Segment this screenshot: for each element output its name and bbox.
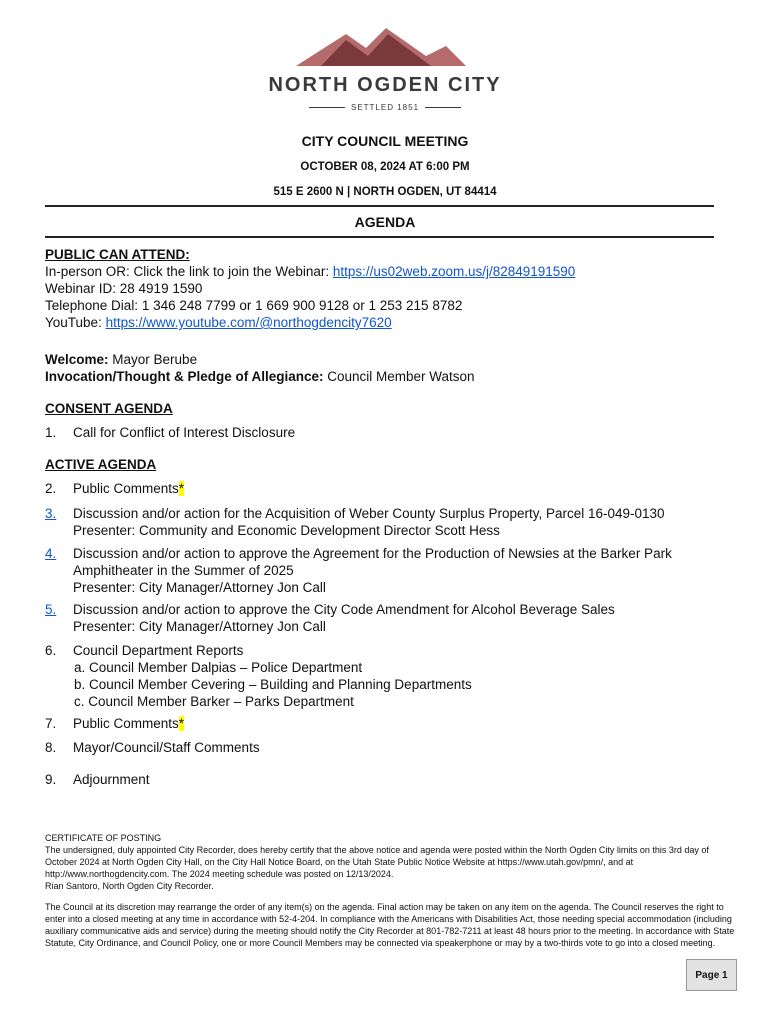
agenda-item-8: 8. Mayor/Council/Staff Comments bbox=[45, 740, 260, 755]
youtube-link[interactable]: https://www.youtube.com/@northogdencity7620 bbox=[105, 315, 392, 330]
sub-item-a: a. Council Member Dalpias – Police Department bbox=[74, 660, 363, 675]
page-number: Page 1 bbox=[686, 959, 737, 991]
certificate-heading: CERTIFICATE OF POSTING bbox=[45, 833, 162, 843]
agenda-item-5-link[interactable]: 5. bbox=[45, 602, 57, 617]
public-attend-section bbox=[45, 246, 575, 331]
certificate-signer: Rian Santoro, North Ogden City Recorder. bbox=[45, 881, 214, 891]
telephone-line: Telephone Dial: 1 346 248 7799 or 1 669 900 9128 or 1 253 215 8782 bbox=[45, 298, 463, 313]
agenda-item-3-link[interactable]: 3. bbox=[45, 506, 57, 521]
welcome-line: Welcome: Mayor Berube bbox=[45, 352, 198, 367]
sub-item-c: c. Council Member Barker – Parks Department bbox=[74, 694, 354, 709]
agenda-item-1: 1. Call for Conflict of Interest Disclosure bbox=[45, 425, 296, 440]
agenda-item-3: 3. Discussion and/or action for the Acquisition of Weber County Surplus Property, Parcel 16-049-0130 Presenter: Community and Economic Development Director Scott Hess bbox=[45, 506, 665, 538]
city-logo-mountains-icon bbox=[296, 26, 466, 68]
agenda-item-9: 9. Adjournment bbox=[45, 772, 150, 787]
inperson-line: In-person OR: Click the link to join the Webinar: https://us02web.zoom.us/j/82849191590 bbox=[45, 264, 576, 279]
agenda-item-6: 6. Council Department Reports a. Council Member Dalpias – Police Department b. Council Member Cevering – Building and Planning Departments c. Council Member Barker – Parks Department bbox=[45, 643, 472, 709]
public-comment-marker: * bbox=[178, 481, 185, 496]
divider-top bbox=[45, 205, 714, 207]
meeting-datetime: OCTOBER 08, 2024 AT 6:00 PM bbox=[300, 161, 470, 173]
city-logo-name: NORTH OGDEN CITY bbox=[268, 74, 502, 96]
disclaimer-text: The Council at its discretion may rearrange the order of any item(s) on the agenda. Final action may be taken on any item on the agenda. The Council reserves the right to enter into a closed meeting at any time in accordance with 52-4-204. In compliance with the Americans with Disabilities Act, those needing special accommodation (including auxiliary communicative aids and service) during the meeting should notify the City Recorder at 801-782-7211 at least 48 hours prior to the meeting. In accordance with State Statute, City Ordinance, and Council Policy, one or more Council Members may be connected via speakerphone or may by a two-thirds vote to go into a closed meeting. bbox=[45, 902, 735, 948]
active-heading: ACTIVE AGENDA bbox=[45, 457, 157, 472]
consent-heading: CONSENT AGENDA bbox=[45, 401, 173, 416]
agenda-item-4: 4. Discussion and/or action to approve the Agreement for the Production of Newsies at the Barker Park Amphitheater in the Summer of 2025 Presenter: City Manager/Attorney Jon Call bbox=[45, 546, 672, 595]
city-logo-settled: SETTLED 1851 bbox=[0, 103, 770, 112]
webinar-link[interactable]: https://us02web.zoom.us/j/82849191590 bbox=[332, 264, 576, 279]
agenda-item-4-link[interactable]: 4. bbox=[45, 546, 57, 561]
agenda-item-7: 7. Public Comments* bbox=[45, 716, 185, 731]
agenda-item-5: 5. Discussion and/or action to approve the City Code Amendment for Alcohol Beverage Sales Presenter: City Manager/Attorney Jon Call bbox=[45, 602, 615, 634]
certificate-of-posting bbox=[45, 832, 735, 892]
agenda-heading: AGENDA bbox=[354, 214, 416, 230]
divider-bottom bbox=[45, 236, 714, 238]
public-attend-heading: PUBLIC CAN ATTEND: bbox=[45, 247, 190, 262]
public-comment-marker: * bbox=[178, 716, 185, 731]
certificate-body: The undersigned, duly appointed City Recorder, does hereby certify that the above notice and agenda were posted within the North Ogden City limits on this 3rd day of October 2024 at North Ogden City Hall, on the City Hall Notice Board, on the Utah State Public Notice Website at https://www.utah.gov/pmn/, and at http://www.northogdencity.com. The 2024 meeting schedule was posted on 12/13/2024. bbox=[45, 845, 709, 879]
sub-item-b: b. Council Member Cevering – Building and Planning Departments bbox=[74, 677, 472, 692]
agenda-item-2: 2. Public Comments* bbox=[45, 481, 185, 496]
invocation-line: Invocation/Thought & Pledge of Allegiance: Council Member Watson bbox=[45, 369, 475, 384]
meeting-title: CITY COUNCIL MEETING bbox=[301, 133, 469, 149]
youtube-line: YouTube: https://www.youtube.com/@northogdencity7620 bbox=[45, 315, 392, 330]
webinar-id: Webinar ID: 28 4919 1590 bbox=[45, 281, 203, 296]
meeting-address: 515 E 2600 N | NORTH OGDEN, UT 84414 bbox=[273, 186, 497, 198]
